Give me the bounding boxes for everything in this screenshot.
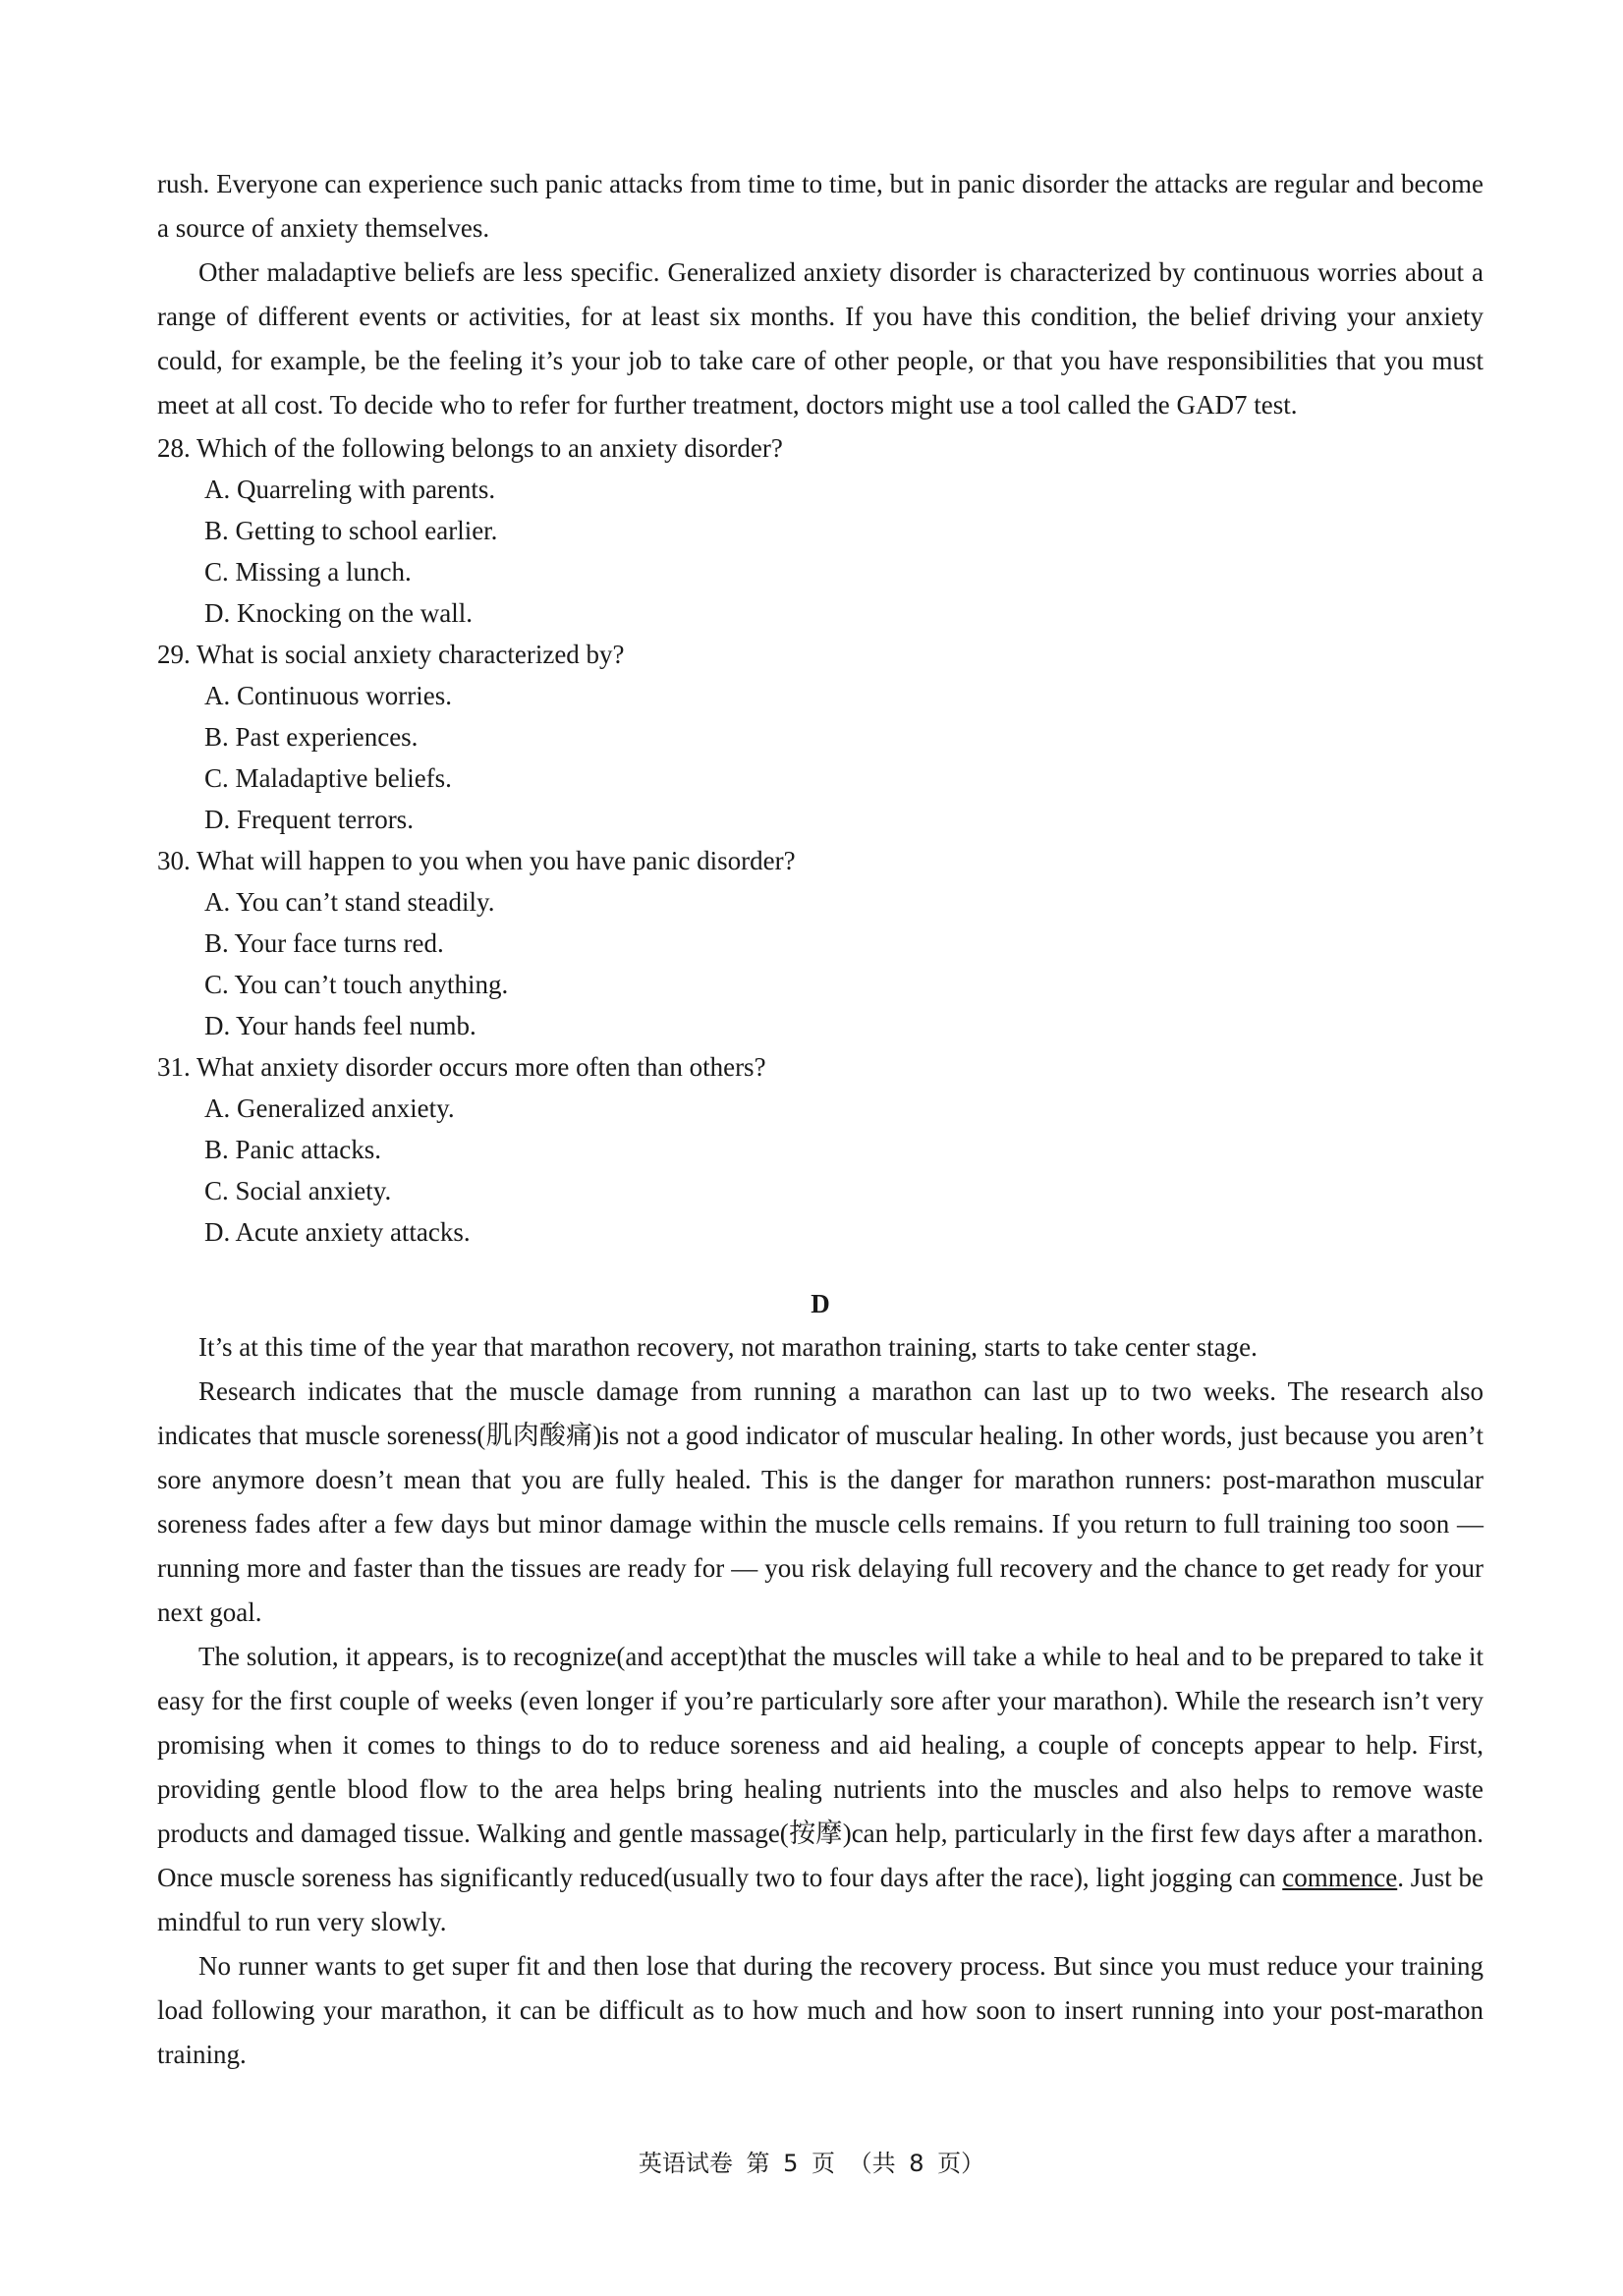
option-c: C. Missing a lunch.: [204, 557, 412, 587]
exam-page-body: [157, 162, 1483, 2077]
section-heading-d: D: [811, 1289, 830, 1318]
option-a: A. Generalized anxiety.: [204, 1093, 455, 1123]
option-b: B. Getting to school earlier.: [204, 516, 498, 545]
option-a: A. Quarreling with parents.: [204, 475, 496, 504]
option-c: C. Social anxiety.: [204, 1176, 392, 1205]
option-c: C. You can’t touch anything.: [204, 970, 509, 999]
question-stem: 30. What will happen to you when you have panic disorder?: [157, 846, 796, 875]
option-c: C. Maladaptive beliefs.: [204, 763, 452, 793]
question-stem: 29. What is social anxiety characterized by?: [157, 640, 625, 669]
paragraph-text: . Just be mindful to run very slowly.: [157, 1863, 1484, 1936]
passage-c-paragraph-2: Other maladaptive beliefs are less specific. Generalized anxiety disorder is characterized by continuous worries about a range of different events or activities, for at least six months. If you have this condition, the belief driving your anxiety could, for example, be the feeling it’s your job to take care of other people, or that you have responsibilities that you must meet at all cost. To decide who to refer for further treatment, doctors might use a tool called the GAD7 test.: [157, 257, 1483, 420]
option-a: A. Continuous worries.: [204, 681, 452, 710]
passage-d-paragraph-4: No runner wants to get super fit and then lose that during the recovery process. But since you must reduce your training load following your marathon, it can be difficult as to how much and how soon to insert running into your post-marathon training.: [157, 1951, 1483, 2069]
underlined-word: commence: [1282, 1863, 1398, 1892]
question-29: [157, 634, 1483, 840]
option-d: D. Your hands feel numb.: [204, 1011, 476, 1040]
passage-d-paragraph-3: [157, 1635, 1483, 1944]
passage-d-paragraph-2: Research indicates that the muscle damage from running a marathon can last up to two weeks. The research also indicates that muscle soreness(肌肉酸痛)is not a good indicator of muscular healing. In other words, just because you aren’t sore anymore doesn’t mean that you are fully healed. This is the danger for marathon runners: post-marathon muscular soreness fades after a few days but minor damage within the muscle cells remains. If you return to full training too soon — running more and faster than the tissues are ready for — you risk delaying full recovery and the chance to get ready for your next goal.: [157, 1376, 1483, 1627]
question-31: [157, 1046, 1483, 1253]
option-d: D. Frequent terrors.: [204, 805, 414, 834]
page-footer: 英语试卷 第 5 页 （共 8 页）: [638, 2150, 985, 2177]
paragraph-text: The solution, it appears, is to recognize(and accept)that the muscles will take a while to heal and to be prepared to take it easy for the first couple of weeks (even longer if you’re particularly sore after your marathon). While the research isn’t very promising when it comes to things to do to reduce soreness and aid healing, a couple of concepts appear to help. First, providing gentle blood flow to the area helps bring healing nutrients into the muscles and also helps to remove waste products and damaged tissue. Walking and gentle massage(按摩)can help, particularly in the first few days after a marathon. Once muscle soreness has significantly reduced(usually two to four days after the race), light jogging can: [157, 1642, 1483, 1892]
option-b: B. Panic attacks.: [204, 1135, 381, 1164]
question-30: [157, 840, 1483, 1046]
passage-d-paragraph-1: It’s at this time of the year that marathon recovery, not marathon training, starts to take center stage.: [198, 1332, 1258, 1362]
option-b: B. Your face turns red.: [204, 928, 444, 958]
passage-c-paragraph-1: rush. Everyone can experience such panic attacks from time to time, but in panic disorder the attacks are regular and become a source of anxiety themselves.: [157, 169, 1483, 243]
option-a: A. You can’t stand steadily.: [204, 887, 495, 917]
option-b: B. Past experiences.: [204, 722, 419, 752]
option-d: D. Acute anxiety attacks.: [204, 1217, 471, 1247]
option-d: D. Knocking on the wall.: [204, 598, 473, 628]
question-28: [157, 427, 1483, 634]
question-stem: 31. What anxiety disorder occurs more often than others?: [157, 1052, 766, 1082]
question-stem: 28. Which of the following belongs to an anxiety disorder?: [157, 433, 783, 463]
